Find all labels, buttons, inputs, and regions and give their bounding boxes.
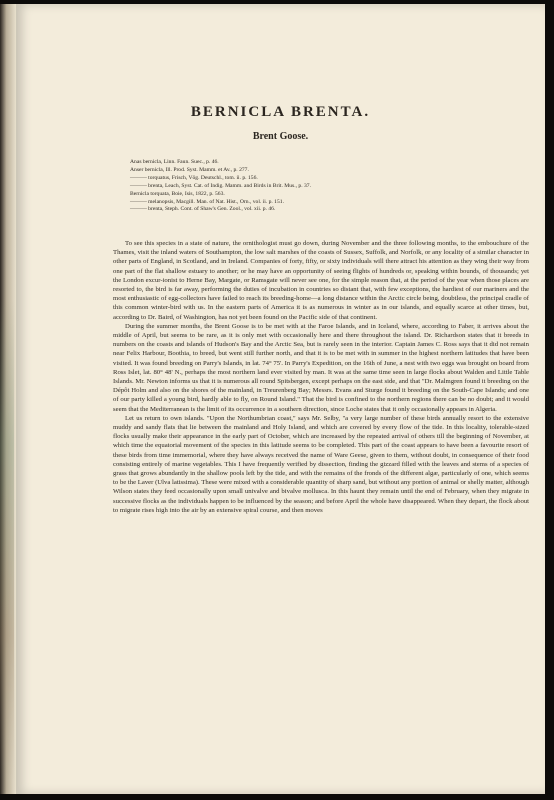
synonym-entry: Anser bernicla, Ill. Prod. Syst. Mamm. et Av., p. 277. <box>130 166 249 173</box>
paragraph: Let us return to own islands. "Upon the Northumbrian coast," says Mr. Selby, "a very large number of these birds annually resort to the extensive muddy and sandy flats that lie between the mainland and Holy Island, and which are covered by every flow of the tide. In this locality, tolerable-sized flocks usually make their appearance in the early part of October, which are increased by the repeated arrival of others till the beginning of November, at which time the equatorial movement of the species in this latitude seems to be completed. This part of the coast appears to have been a favourite resort of these birds from time immemorial, where they have always received the name of Ware Geese, given to them, without doubt, in consequence of their food consisting entirely of marine vegetables. This I have frequently verified by dissection, finding the gizzard filled with the leaves and stems of a species of grass that grows abundantly in the shallow pools left by the tide, and with the remains of the fronds of the different algæ, particularly of one, which seems to be the Laver (Ulva latissima). These were mixed with a considerable quantity of sharp sand, but without any portion of animal or shelly matter, although Wilson states they feed occasionally upon small univalve and bivalve mollusca. In this haunt they remain until the end of February, when they migrate in successive flocks as the individuals happen to be influenced by the season; and before April the whole have disappeared. When they depart, the flock about to migrate rises high into the air by an extensive spiral course, and then moves <box>113 414 529 514</box>
body-text <box>113 239 529 515</box>
book-page <box>16 4 545 794</box>
facing-plate-edge <box>0 300 14 780</box>
synonym-entry: ——— brenta, Leach, Syst. Cat. of Indig. Mamm. and Birds in Brit. Mus., p. 37. <box>130 182 312 189</box>
paragraph: To see this species in a state of nature, the ornithologist must go down, during November and the three following months, to the embouchure of the Thames, visit the inland waters of Southampton, the low salt marshes of the coasts of Sussex, Suffolk, and Norfolk, or any locality of a similar character in other parts of England, in Scotland, and in Ireland. Companies of forty, fifty, or sixty individuals will there attract his attention as they wing their way from one part of the flat shallow estuary to another; or he may have an opportunity of seeing flights of hundreds or, speaking within bounds, of thousands; yet the London excur-ionist to Herne Bay, Margate, or Ramsgate will never see one, for the simple reason that, at the period of the year when those places are resorted to, the bird is far away, performing the duties of incubation in countries so distant that, with few exceptions, the hardiest of our mariners and the most enthusiastic of egg-collectors have failed to reach its breeding-home—a long distance within the Arctic circle being, doubtless, the principal cradle of this common winter-bird with us. In the eastern parts of America it is as numerous in winter as in our islands, and equally scarce at other times, but, according to Dr. Baird, of Washington, has not yet been found on the Pacific side of that continent. <box>113 240 529 321</box>
synonym-entry: ——— torquatus, Frisch, Vög. Deutschl., tom. ii. p. 156. <box>130 174 258 181</box>
synonymy-list <box>130 159 510 214</box>
paragraph: During the summer months, the Brent Goose is to be met with at the Faroe Islands, and in Iceland, where, according to Faber, it arrives about the middle of April, but seems to be rare, as it is only met with occasionally here and there throughout the island. Dr. Richardson states that it breeds in numbers on the coasts and islands of Hudson's Bay and the Arctic Sea, but is rarely seen in the interior. Captain James C. Ross says that it did not remain near Felix Harbour, Boothia, to breed, but went still further north, and that it is to be met with in summer in the highest northern latitudes that have been visited. It was found breeding on Parry's Islands, in lat. 74° 75'. In Parry's Expedition, on the 16th of June, a nest with two eggs was brought on board from Ross Islet, lat. 80° 48' N., perhaps the most northern land ever visited by man. It was at the same time seen in large flocks about Walden and Little Table Islands. Mr. Newton informs us that it is numerous all round Spitsbergen, except perhaps on the east side, and that "Dr. Malmgren found it breeding on the Dépôt Holm and also on the shores of the mainland, in Treurenberg Bay; Messrs. Evans and Sturge found it breeding on the South-Cape Islands; and one of our party killed a young bird, hardly able to fly, on Round Island." That the bird is confined to the northern regions there can be no doubt; and it would seem that the Mediterranean is the limit of its occurrence in a southern direction, since Loche states that it only occasionally appears in Algeria. <box>113 322 529 413</box>
synonym-entry: ——— brenta, Steph. Cont. of Shaw's Gen. Zool., vol. xii. p. 46. <box>130 206 276 213</box>
synonym-entry: ——— melanopsis, Macgill. Man. of Nat. Hist., Orn., vol. ii. p. 151. <box>130 198 284 205</box>
common-name: Brent Goose. <box>252 131 309 142</box>
synonym-entry: Anas bernicla, Linn. Faun. Suec., p. 46. <box>130 159 219 165</box>
page-title: BERNICLA BRENTA. <box>190 104 371 120</box>
synonym-entry: Bernicla torquata, Boie, Isis, 1822, p. 563. <box>130 190 225 197</box>
